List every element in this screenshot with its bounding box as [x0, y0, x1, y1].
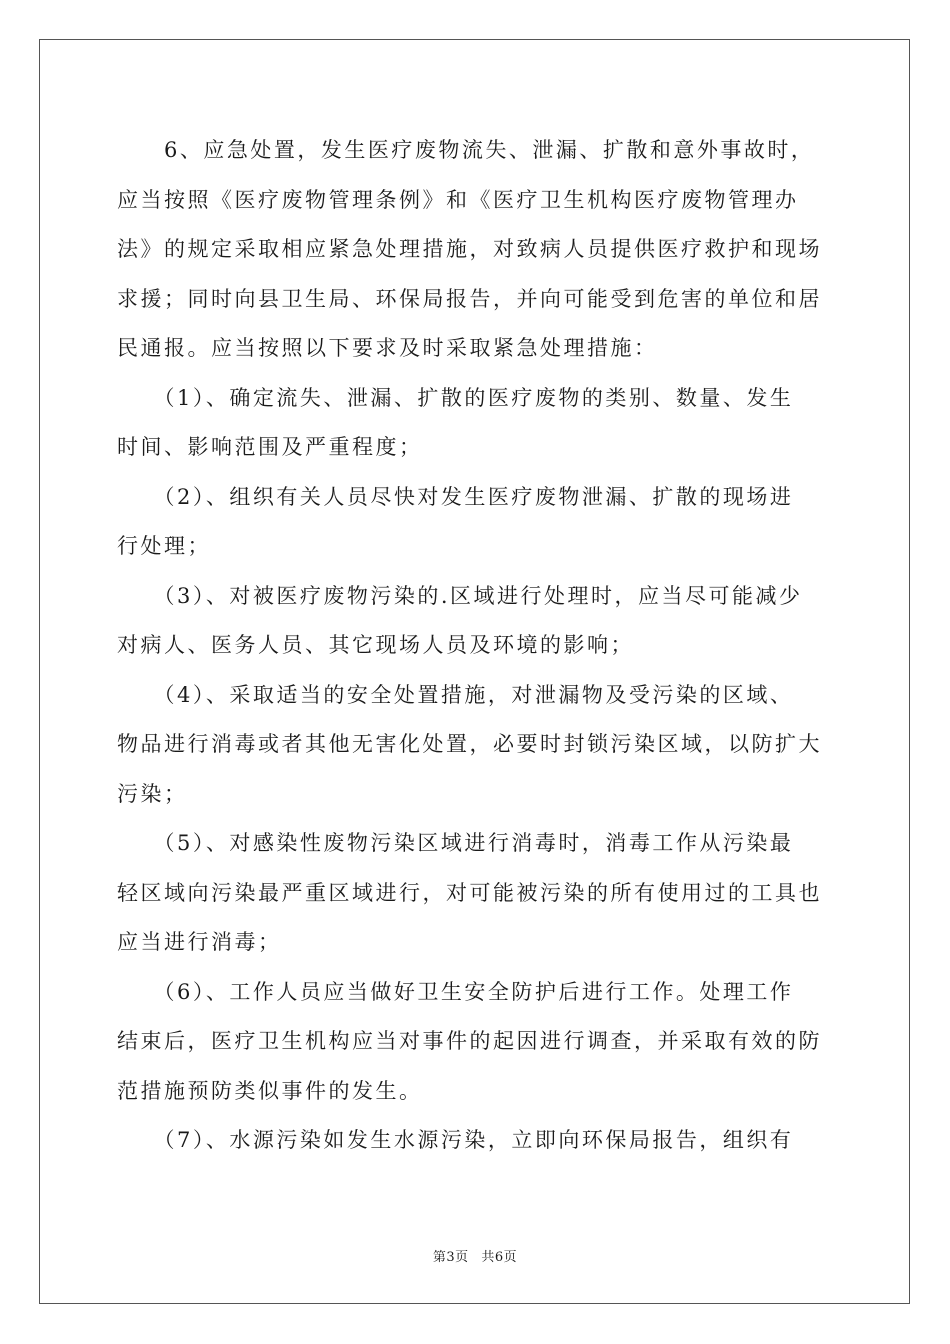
text-line: 行处理；	[117, 534, 211, 558]
text-line: 应当进行消毒；	[117, 930, 282, 954]
paragraph-item-4	[117, 671, 833, 820]
text-line: 法》的规定采取相应紧急处理措施，对致病人员提供医疗救护和现场	[117, 237, 822, 261]
paragraph-emergency-disposal	[117, 126, 833, 374]
text-line: 物品进行消毒或者其他无害化处置，必要时封锁污染区域，以防扩大	[117, 732, 822, 756]
paragraph-item-3	[117, 572, 833, 671]
text-line: （2）、组织有关人员尽快对发生医疗废物泄漏、扩散的现场进	[117, 484, 794, 509]
paragraph-item-2	[117, 473, 833, 572]
page-total: 共6页	[481, 1250, 518, 1265]
text-line: 时间、影响范围及严重程度；	[117, 435, 423, 459]
text-line: 求援；同时向县卫生局、环保局报告，并向可能受到危害的单位和居	[117, 286, 822, 311]
page-number: 第3页	[432, 1250, 469, 1265]
page-footer	[0, 1246, 950, 1265]
paragraph-item-6	[117, 968, 833, 1117]
text-line: （6）、工作人员应当做好卫生安全防护后进行工作。处理工作	[117, 979, 794, 1004]
text-line: 结束后，医疗卫生机构应当对事件的起因进行调查，并采取有效的防	[117, 1029, 822, 1053]
text-line: （4）、采取适当的安全处置措施，对泄漏物及受污染的区域、	[117, 682, 794, 707]
paragraph-item-7	[117, 1116, 833, 1166]
text-line: （3）、对被医疗废物污染的.区域进行处理时，应当尽可能减少	[117, 583, 803, 608]
text-line: 轻区域向污染最严重区域进行，对可能被污染的所有使用过的工具也	[117, 880, 822, 905]
text-line: 应当按照《医疗废物管理条例》和《医疗卫生机构医疗废物管理办	[117, 187, 799, 212]
text-line: 对病人、医务人员、其它现场人员及环境的影响；	[117, 633, 634, 657]
text-line: （5）、对感染性废物污染区域进行消毒时，消毒工作从污染最	[117, 831, 794, 855]
text-line: 范措施预防类似事件的发生。	[117, 1078, 423, 1103]
paragraph-item-1	[117, 374, 833, 473]
document-body	[117, 126, 833, 1166]
text-line: 6、应急处置，发生医疗废物流失、泄漏、扩散和意外事故时，	[117, 138, 815, 162]
text-line: （7）、水源污染如发生水源污染，立即向环保局报告，组织有	[117, 1128, 794, 1152]
paragraph-item-5	[117, 819, 833, 968]
text-line: （1）、确定流失、泄漏、扩散的医疗废物的类别、数量、发生	[117, 385, 794, 410]
text-line: 污染；	[117, 781, 188, 806]
text-line: 民通报。应当按照以下要求及时采取紧急处理措施：	[117, 336, 658, 360]
